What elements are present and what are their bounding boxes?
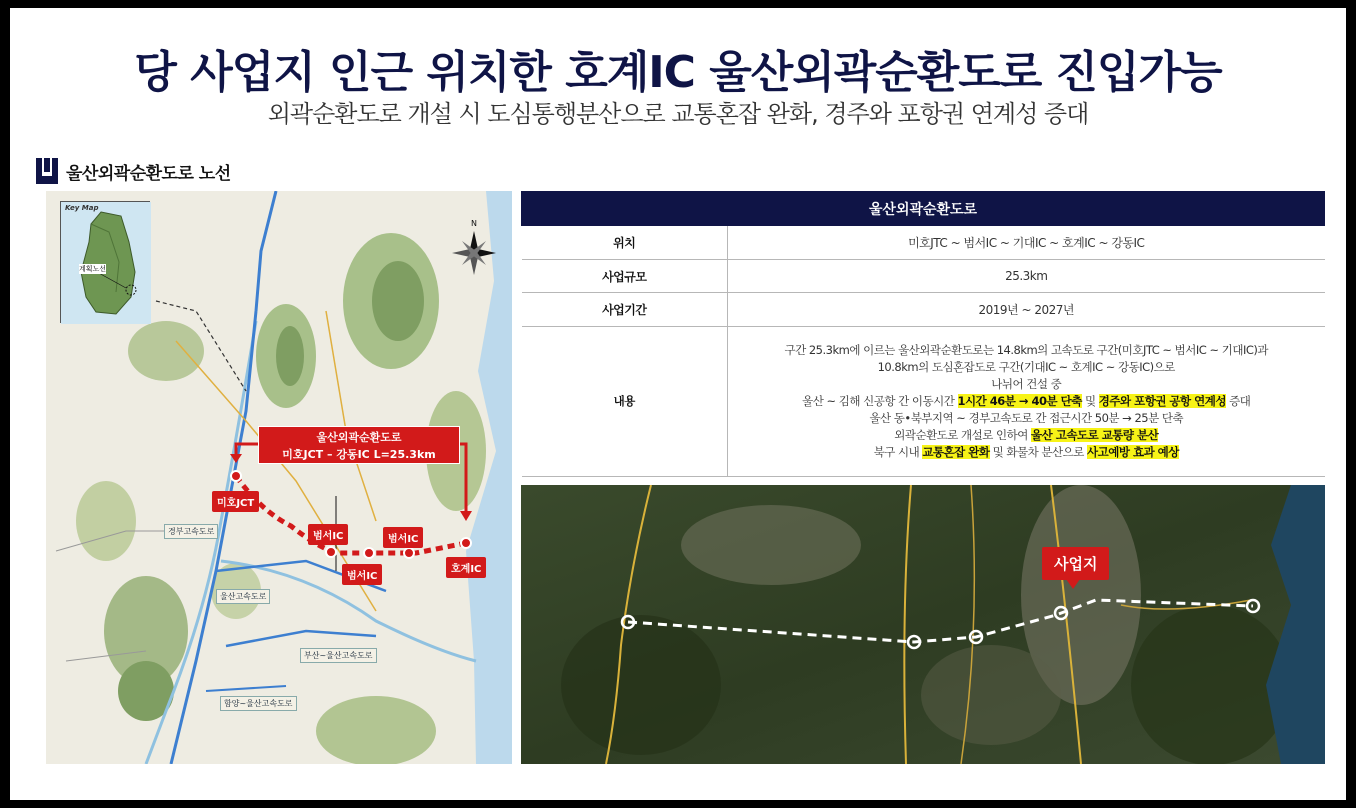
site-badge: 사업지 (1042, 547, 1109, 580)
table-row (522, 260, 1325, 293)
highlight-text: 울산 고속도로 교통량 분산 (1031, 428, 1159, 442)
slide (10, 8, 1346, 800)
road-gyeongbu: 경부고속도로 (164, 524, 218, 539)
content-text: 및 (1081, 394, 1099, 408)
content-line: 울산 동•북부지역 ~ 경부고속도로 간 접근시간 50분 → 25분 단축 (869, 411, 1184, 425)
table-row (522, 226, 1325, 260)
content-line: 10.8km의 도심혼잡도로 구간(기대IC ~ 호계IC ~ 강동IC)으로 (877, 360, 1175, 374)
content-line (728, 427, 1325, 444)
row-value: 미호JTC ~ 범서IC ~ 기대IC ~ 호계IC ~ 강동IC (728, 226, 1325, 260)
content-line: 나뉘어 건설 중 (991, 377, 1062, 391)
key-map (60, 201, 150, 323)
row-value: 25.3km (728, 260, 1325, 293)
north-label: N (471, 219, 477, 228)
point-beomseo-ic-2: 범서IC (383, 527, 423, 548)
korea-key-map-graphic (61, 202, 151, 324)
content-cell (728, 327, 1325, 477)
brand-logo-icon (36, 158, 58, 184)
row-key: 사업규모 (522, 260, 728, 293)
road-hamyang-ulsan: 함양~울산고속도로 (220, 696, 297, 711)
content-text: 외곽순환도로 개설로 인하여 (894, 428, 1032, 442)
route-name: 울산외곽순환도로 (316, 431, 402, 444)
highlight-text: 1시간 46분 → 40분 단축 (957, 394, 1082, 408)
point-hogye-ic: 호계IC (446, 557, 486, 578)
section-title: 울산외곽순환도로 노선 (66, 163, 231, 184)
highlight-text: 교통혼잡 완화 (922, 445, 990, 459)
page-title: 당 사업지 인근 위치한 호계IC 울산외곽순환도로 진입가능 (134, 47, 1222, 98)
content-line: 구간 25.3km에 이르는 울산외곽순환도로는 14.8km의 고속도로 구간(미호JTC ~ 범서IC ~ 기대IC)과 (784, 343, 1268, 357)
route-length: 미호JCT – 강동IC L=25.3km (282, 448, 436, 461)
point-beomseo-ic-3: 범서IC (342, 564, 382, 585)
road-ulsan: 울산고속도로 (216, 589, 270, 604)
row-key: 내용 (522, 327, 728, 477)
satellite-graphic (521, 485, 1325, 764)
section-heading (36, 158, 231, 184)
satellite-image (521, 485, 1325, 764)
content-text: 증대 (1225, 394, 1251, 408)
route-summary-box (258, 426, 460, 464)
row-key: 위치 (522, 226, 728, 260)
keymap-label: 계획노선 (79, 265, 107, 273)
content-text: 울산 ~ 김해 신공항 간 이동시간 (802, 394, 958, 408)
table-row (522, 293, 1325, 327)
site-pin-icon (1066, 579, 1080, 589)
page-subtitle: 외곽순환도로 개설 시 도심통행분산으로 교통혼잡 완화, 경주와 포항권 연계성 증대 (267, 100, 1089, 128)
point-miho-jct: 미호JCT (212, 491, 259, 512)
highlight-text: 사고예방 효과 예상 (1087, 445, 1179, 459)
row-key: 사업기간 (522, 293, 728, 327)
table-row (522, 327, 1325, 477)
route-map (46, 191, 512, 764)
content-line (728, 393, 1325, 410)
content-text: 및 화물차 분산으로 (989, 445, 1088, 459)
info-table (521, 191, 1325, 477)
content-text: 북구 시내 (873, 445, 923, 459)
keymap-title: Key Map (65, 204, 99, 212)
point-beomseo-ic-1: 범서IC (308, 524, 348, 545)
highlight-text: 경주와 포항권 공항 연계성 (1098, 394, 1226, 408)
content-line (728, 444, 1325, 461)
table-header: 울산외곽순환도로 (522, 192, 1325, 226)
road-busan-ulsan: 부산~울산고속도로 (300, 648, 377, 663)
row-value: 2019년 ~ 2027년 (728, 293, 1325, 327)
